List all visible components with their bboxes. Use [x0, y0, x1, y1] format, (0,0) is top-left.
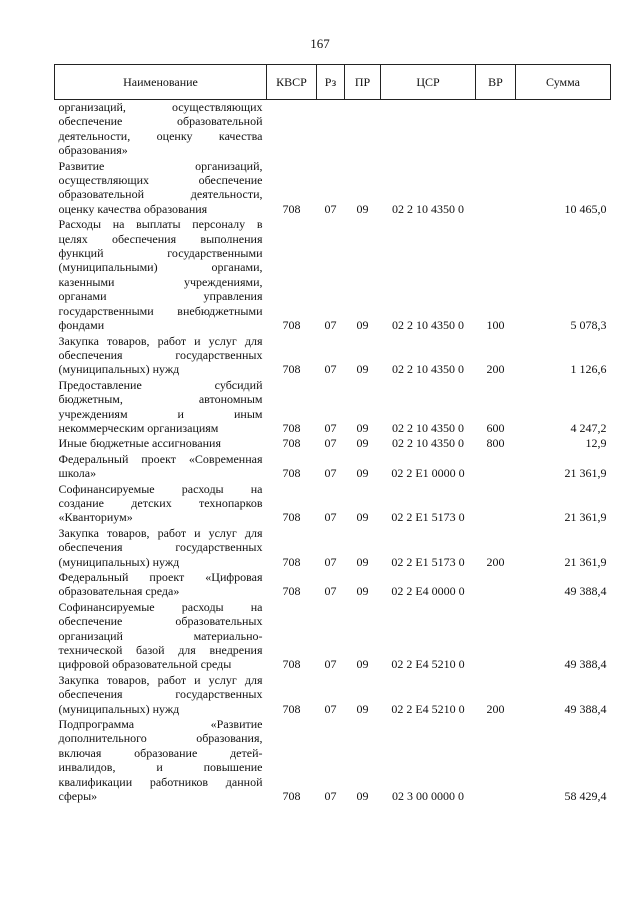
row-name-line: осуществляющих обеспечение [58, 173, 263, 188]
row-pr: 09 [356, 420, 369, 435]
row-vr: 100 [486, 318, 505, 333]
table-row [55, 600, 611, 673]
row-pr: 09 [356, 554, 369, 569]
row-name-line: организаций, осуществляющих [58, 100, 263, 114]
table-row [55, 159, 611, 218]
table-row [55, 673, 611, 717]
row-kvsr: 708 [282, 657, 301, 672]
row-vr [476, 100, 516, 159]
row-name-line: образовательной деятельности, [58, 187, 263, 202]
row-rz: 07 [324, 701, 337, 716]
header-csr: ЦСР [381, 65, 476, 100]
row-csr: 02 2 E1 0000 0 [391, 466, 465, 481]
row-name-line: квалификации работников данной [58, 774, 263, 789]
row-vr: 200 [486, 362, 505, 377]
row-name [55, 436, 267, 451]
table-row [55, 717, 611, 804]
row-name [55, 717, 267, 804]
row-pr: 09 [356, 584, 369, 599]
row-name-line: фондами [58, 318, 105, 333]
row-name-line: казенными учреждениями, [58, 274, 263, 289]
table-row [55, 334, 611, 378]
row-name-line: обеспечения государственных [58, 540, 263, 555]
row-name-line: Предоставление субсидий [58, 377, 263, 392]
row-rz: 07 [324, 436, 337, 451]
row-sum: 21 361,9 [564, 466, 607, 481]
row-name [55, 378, 267, 437]
row-name-line: создание детских технопарков [58, 495, 263, 510]
row-vr [476, 570, 516, 600]
row-name [55, 526, 267, 570]
table-header-row [55, 65, 611, 100]
row-csr: 02 2 10 4350 0 [392, 420, 464, 435]
row-name-line: деятельности, оценку качества [58, 128, 263, 143]
row-sum: 58 429,4 [564, 789, 607, 804]
row-name [55, 482, 267, 526]
row-name-line: обеспечения государственных [58, 687, 263, 702]
row-name-line: Софинансируемые расходы на [58, 481, 263, 496]
row-rz: 07 [324, 362, 337, 377]
table-row [55, 378, 611, 437]
row-vr: 200 [486, 701, 505, 716]
row-name-line: Иные бюджетные ассигнования [58, 436, 221, 451]
row-name-line: учреждениям и иным [58, 406, 263, 421]
row-name-line: (муниципальных) нужд [58, 701, 180, 716]
row-vr: 200 [486, 554, 505, 569]
page-number: 167 [310, 36, 330, 51]
row-name-line: Подпрограмма «Развитие [58, 717, 263, 732]
row-pr: 09 [356, 789, 369, 804]
row-rz: 07 [324, 466, 337, 481]
row-name-line: организаций материально- [58, 628, 263, 643]
row-name-line: школа» [58, 466, 97, 481]
row-name-line: обеспечение образовательной [58, 114, 263, 129]
table-row [55, 482, 611, 526]
row-name-line: (муниципальных) нужд [58, 554, 180, 569]
row-name-line: цифровой образовательной среды [58, 657, 232, 672]
row-csr: 02 2 10 4350 0 [392, 436, 464, 451]
row-name-line: дополнительного образования, [58, 731, 263, 746]
row-name [55, 570, 267, 600]
row-name-line: целях обеспечения выполнения [58, 231, 263, 246]
row-name-line: Развитие организаций, [58, 158, 263, 173]
row-vr [476, 600, 516, 673]
row-csr: 02 2 10 4350 0 [392, 318, 464, 333]
row-vr [476, 482, 516, 526]
table-row [55, 217, 611, 333]
row-csr: 02 2 10 4350 0 [392, 362, 464, 377]
table-body [55, 100, 611, 805]
header-pr: ПР [345, 65, 381, 100]
table-row [55, 526, 611, 570]
table-row [55, 100, 611, 159]
row-name-line: инвалидов, и повышение [58, 760, 263, 775]
row-pr: 09 [356, 318, 369, 333]
row-name-line: обеспечение образовательных [58, 614, 263, 629]
row-kvsr: 708 [282, 510, 301, 525]
row-csr: 02 2 E4 5210 0 [391, 701, 465, 716]
row-name-line: органами управления [58, 289, 263, 304]
row-vr: 800 [486, 436, 505, 451]
row-kvsr: 708 [282, 362, 301, 377]
row-name-line: Закупка товаров, работ и услуг для [58, 333, 263, 348]
row-sum: 5 078,3 [570, 318, 607, 333]
row-name-line: (муниципальными) органами, [58, 260, 263, 275]
row-kvsr: 708 [282, 554, 301, 569]
row-rz: 07 [324, 318, 337, 333]
row-sum [516, 100, 611, 159]
row-sum: 21 361,9 [564, 510, 607, 525]
row-name-line: Закупка товаров, работ и услуг для [58, 525, 263, 540]
row-csr: 02 2 E4 0000 0 [391, 584, 465, 599]
row-kvsr: 708 [282, 420, 301, 435]
row-name-line: технической базой для внедрения [58, 643, 263, 658]
row-kvsr: 708 [282, 201, 301, 216]
row-rz: 07 [324, 657, 337, 672]
row-name-line: оценку качества образования [58, 201, 208, 216]
row-name-line: некоммерческим организациям [58, 420, 219, 435]
row-sum: 1 126,6 [570, 362, 607, 377]
row-name-line: (муниципальных) нужд [58, 362, 180, 377]
row-name-line: Федеральный проект «Современная [58, 451, 263, 466]
row-pr: 09 [356, 657, 369, 672]
header-vr: ВР [476, 65, 516, 100]
row-sum: 49 388,4 [564, 584, 607, 599]
row-name [55, 600, 267, 673]
budget-table [54, 64, 611, 805]
table-row [55, 452, 611, 482]
row-name-line: образования» [58, 143, 128, 158]
row-sum: 49 388,4 [564, 701, 607, 716]
row-csr: 02 3 00 0000 0 [392, 789, 464, 804]
row-name-line: Федеральный проект «Цифровая [58, 570, 263, 584]
row-pr: 09 [356, 436, 369, 451]
row-sum: 49 388,4 [564, 657, 607, 672]
row-pr [345, 100, 381, 159]
row-vr [476, 452, 516, 482]
row-csr: 02 2 E1 5173 0 [391, 554, 465, 569]
table-row [55, 436, 611, 451]
row-name-line: Софинансируемые расходы на [58, 599, 263, 614]
row-kvsr: 708 [282, 466, 301, 481]
row-pr: 09 [356, 701, 369, 716]
table-row [55, 570, 611, 600]
row-kvsr: 708 [282, 789, 301, 804]
row-rz: 07 [324, 584, 337, 599]
row-name [55, 100, 267, 159]
header-name: Наименование [55, 65, 267, 100]
row-name-line: бюджетным, автономным [58, 392, 263, 407]
row-kvsr: 708 [282, 318, 301, 333]
header-sum: Сумма [516, 65, 611, 100]
row-rz: 07 [324, 420, 337, 435]
row-csr: 02 2 10 4350 0 [392, 201, 464, 216]
row-kvsr: 708 [282, 584, 301, 599]
header-kvsr: КВСР [267, 65, 317, 100]
row-rz: 07 [324, 201, 337, 216]
row-kvsr: 708 [282, 436, 301, 451]
row-rz: 07 [324, 789, 337, 804]
row-name-line: «Кванториум» [58, 510, 133, 525]
row-pr: 09 [356, 362, 369, 377]
row-name-line: государственными внебюджетными [58, 303, 263, 318]
row-csr: 02 2 E4 5210 0 [391, 657, 465, 672]
row-name-line: функций государственными [58, 246, 263, 261]
row-sum: 4 247,2 [570, 420, 607, 435]
row-pr: 09 [356, 466, 369, 481]
row-name [55, 217, 267, 333]
row-name-line: Расходы на выплаты персоналу в [58, 217, 263, 232]
header-rz: Рз [317, 65, 345, 100]
row-name [55, 334, 267, 378]
row-name-line: сферы» [58, 789, 98, 804]
row-rz: 07 [324, 510, 337, 525]
row-name [55, 452, 267, 482]
row-name-line: образовательная среда» [58, 584, 180, 599]
row-pr: 09 [356, 510, 369, 525]
row-vr: 600 [486, 420, 505, 435]
row-sum: 21 361,9 [564, 554, 607, 569]
row-kvsr [267, 100, 317, 159]
row-sum: 10 465,0 [564, 201, 607, 216]
row-csr [381, 100, 476, 159]
row-pr: 09 [356, 201, 369, 216]
row-name-line: обеспечения государственных [58, 347, 263, 362]
row-name-line: Закупка товаров, работ и услуг для [58, 672, 263, 687]
row-name [55, 159, 267, 218]
row-sum: 12,9 [585, 436, 607, 451]
row-kvsr: 708 [282, 701, 301, 716]
row-csr: 02 2 E1 5173 0 [391, 510, 465, 525]
row-vr [476, 717, 516, 804]
row-name [55, 673, 267, 717]
row-rz: 07 [324, 554, 337, 569]
row-rz [317, 100, 345, 159]
row-name-line: включая образование детей- [58, 745, 263, 760]
row-vr [476, 159, 516, 218]
